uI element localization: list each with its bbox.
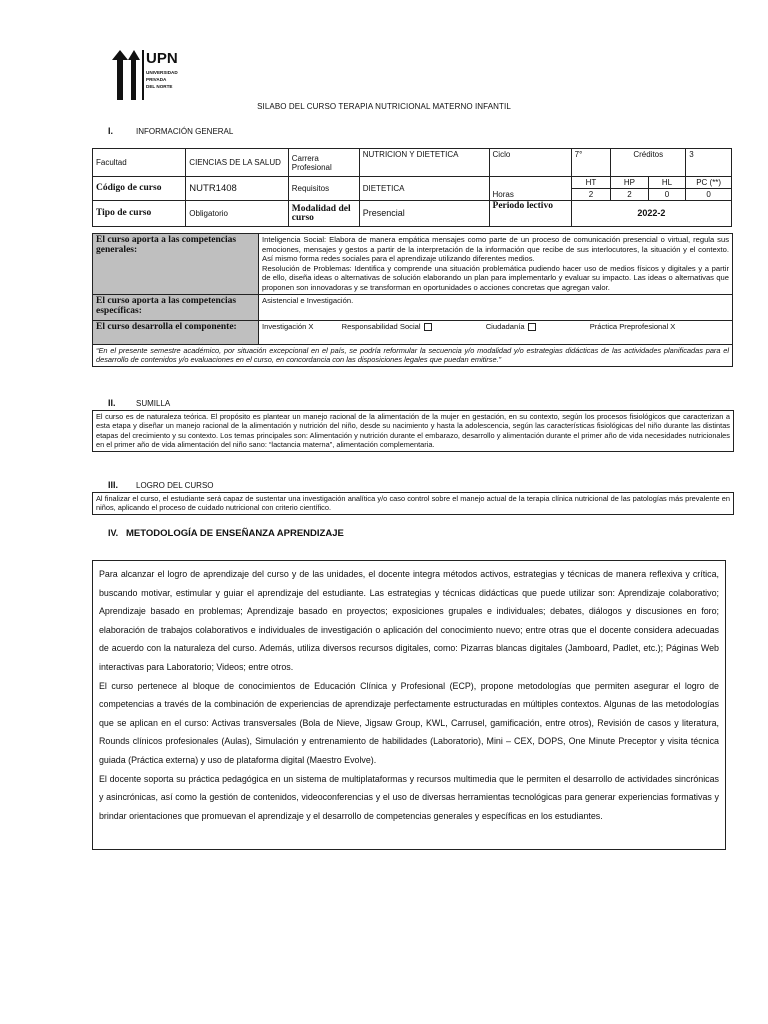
- competencias-especificas-label: El curso aporta a las competencias específicas:: [93, 294, 259, 320]
- horas-head-hl: HL: [648, 177, 686, 189]
- horas-head-pc: PC (**): [686, 177, 732, 189]
- inteligencia-social-text: Inteligencia Social: Elabora de manera empática mensajes como parte de un proceso de comunicación presencial o virtual, regula sus emociones, mensajes y gestos a partir de la interpretación de la información que recibe de sus interlocutores, la situación y el contexto. Así mismo forma redes sociales para el aprendizaje utilizando diferentes medios.: [262, 235, 729, 264]
- horas-value-ht: 2: [571, 189, 611, 201]
- metodologia-paragraph-3: El docente soporta su práctica pedagógica en un sistema de multiplataformas y recursos multimedia que le permiten el desarrollo de actividades sincrónicas y asincrónicas, así como la gestión de contenidos, videoconferencias y el uso de diversas herramientas tecnológicas para generar experiencias formativas y brindar orientaciones que promuevan el aprendizaje y el desarrollo de competencias generales y específicas en los estudiantes.: [99, 773, 719, 821]
- upn-logo-mark: [108, 46, 188, 102]
- tipo-label: Tipo de curso: [93, 201, 186, 227]
- svg-text:UNIVERSIDAD: UNIVERSIDAD: [146, 70, 178, 75]
- metodologia-paragraph-2: El curso pertenece al bloque de conocimientos de Educación Clínica y Profesional (ECP), propone metodologías que permiten asegurar el logro de competencias a través de la combinación de experiencias de aprendizaje perfectamente estructuradas en múltiples contextos. Algunas de las metodologías que se aplican en el curso: Activas transversales (Bola de Nieve, Jigsaw Group, KWL, Carrusel, gamificación, entre otros), Revisión de casos y literatura, Rounds clínicos profesionales (Aulas), Simulación y entrenamiento de habilidades (Laboratorio), Mini – CEX, DOPS, One Minute Preceptor y visita técnica guiada (Práctica externa) y uso de plataforma digital (Maestro Evolve).: [99, 680, 719, 765]
- upn-logo: [108, 46, 188, 102]
- creditos-value: 3: [686, 149, 732, 177]
- componente-investigacion: Investigación X: [262, 321, 314, 331]
- section-3-number: III.: [108, 480, 119, 490]
- periodo-label: Periodo lectivo: [489, 201, 571, 227]
- resolucion-problemas-text: Resolución de Problemas: Identifica y comprende una situación problemática pudiendo hacer uso de medios físicos y digitales y a partir de ello, diseña ideas o alternativas de solución elaborando un plan para implementarlo y evaluar su impacto. Las ideas o alternativas que proponen son innovadoras y se transforman en oportunidades o acciones concretas que agregan valor.: [262, 263, 729, 292]
- componente-ciudadania: Ciudadanía: [486, 322, 562, 331]
- section-1-heading: [108, 126, 233, 136]
- creditos-label: Créditos: [611, 149, 686, 177]
- sumilla-text: El curso es de naturaleza teórica. El propósito es plantear un manejo racional de la alimentación de la mujer en gestación, en su contexto, según los procesos fisiológicos que caracterizan a esta etapa y diseñar un manejo racional de la alimentación y nutrición del niño, desde su nacimiento y hasta la adolescencia, según las características fisiológicas del niño durante las distintas etapas del crecimiento y su contexto. Los temas principales son: Alimentación y nutrición durante el embarazo, desarrollo y alimentación durante el primer año de vida necesidades nutricionales en el primer año de vida alimentación del niño sano: “lactancia materna”, alimentación complementaria.: [92, 410, 734, 452]
- section-2-number: II.: [108, 398, 116, 408]
- horas-value-hl: 0: [648, 189, 686, 201]
- competencias-generales-text: [259, 234, 733, 295]
- checkbox-icon: [424, 323, 432, 331]
- horas-value-hp: 2: [611, 189, 649, 201]
- codigo-value: NUTR1408: [186, 177, 288, 201]
- horas-label: Horas: [489, 177, 571, 201]
- document-title: SILABO DEL CURSO TERAPIA NUTRICIONAL MATERNO INFANTIL: [257, 102, 511, 111]
- metodologia-paragraph-1: Para alcanzar el logro de aprendizaje del curso y de las unidades, el docente integra métodos activos, estrategias y técnicas de manera reflexiva y crítica, buscando motivar, estimular y guiar el aprendizaje del estudiante. Las estrategias y técnicas didácticas que puede utilizar son: Aprendizaje colaborativo; Aprendizaje basado en problemas; Aprendizaje basado en proyectos; exposiciones grupales e individuales; debates, diálogos y discusiones en foro; elaboración de trabajos colaborativos e individuales de investigación o aplicación del conocimiento nuevo; entre otras que el docente considera adecuadas de acuerdo con la naturaleza del curso. Además, utiliza diversos recursos digitales, como: Pizarras blancas digitales (Jamboard, Padlet, etc.); Páginas Web interactivas para Laboratorio; Videos; entre otros.: [99, 569, 719, 672]
- modalidad-value: Presencial: [359, 201, 489, 227]
- componente-responsabilidad-social: Responsabilidad Social: [342, 322, 458, 331]
- horas-head-hp: HP: [611, 177, 649, 189]
- section-4-number: IV.: [108, 528, 119, 538]
- section-4-label: METODOLOGÍA DE ENSEÑANZA APRENDIZAJE: [126, 528, 344, 539]
- competencias-generales-label: El curso aporta a las competencias generales:: [93, 234, 259, 295]
- svg-text:UPN: UPN: [146, 50, 178, 67]
- componente-options: [259, 320, 733, 344]
- section-3-label: LOGRO DEL CURSO: [136, 481, 214, 490]
- componente-label: El curso desarrolla el componente:: [93, 320, 259, 344]
- tipo-value: Obligatorio: [186, 201, 288, 227]
- section-1-label: INFORMACIÓN GENERAL: [136, 127, 234, 136]
- logro-text: Al finalizar el curso, el estudiante será capaz de sustentar una investigación analítica y/o caso control sobre el manejo actual de la terapia clínica nutricional de las patologías más prevalente en niños, aplicando el proceso de cuidado nutricional con criterio científico.: [92, 492, 734, 515]
- svg-text:PRIVADA: PRIVADA: [146, 77, 167, 82]
- checkbox-icon: [528, 323, 536, 331]
- requisitos-value: DIETETICA: [359, 177, 489, 201]
- svg-text:DEL NORTE: DEL NORTE: [146, 84, 173, 89]
- nota-excepcional: “En el presente semestre académico, por situación excepcional en el país, se podría reformular la secuencia y/o modalidad y/o estrategias didácticas de las actividades planificadas para el desarrollo de contenidos y/o evaluaciones en el curso, en concordancia con las disposiciones legales que puedan emitirse.”: [93, 344, 733, 366]
- section-2-heading: [108, 398, 170, 408]
- carrera-value: NUTRICION Y DIETETICA: [359, 149, 489, 177]
- horas-head-ht: HT: [571, 177, 611, 189]
- section-2-label: SUMILLA: [136, 399, 171, 408]
- facultad-value: CIENCIAS DE LA SALUD: [186, 149, 288, 177]
- ciclo-label: Ciclo: [489, 149, 571, 177]
- facultad-label: Facultad: [93, 149, 186, 177]
- competencias-table: [92, 233, 733, 367]
- requisitos-label: Requisitos: [288, 177, 359, 201]
- ciclo-value: 7°: [571, 149, 611, 177]
- general-info-table: [92, 148, 732, 227]
- metodologia-box: [92, 560, 726, 850]
- competencias-especificas-value: Asistencial e Investigación.: [259, 294, 733, 320]
- carrera-label: Carrera Profesional: [288, 149, 359, 177]
- section-1-number: I.: [108, 126, 114, 136]
- horas-value-pc: 0: [686, 189, 732, 201]
- periodo-value: 2022-2: [571, 201, 731, 227]
- componente-practica-preprofesional: Práctica Preprofesional X: [589, 321, 676, 331]
- section-4-heading: [108, 528, 344, 539]
- modalidad-label: Modalidad del curso: [288, 201, 359, 227]
- section-3-heading: [108, 480, 214, 490]
- codigo-label: Código de curso: [93, 177, 186, 201]
